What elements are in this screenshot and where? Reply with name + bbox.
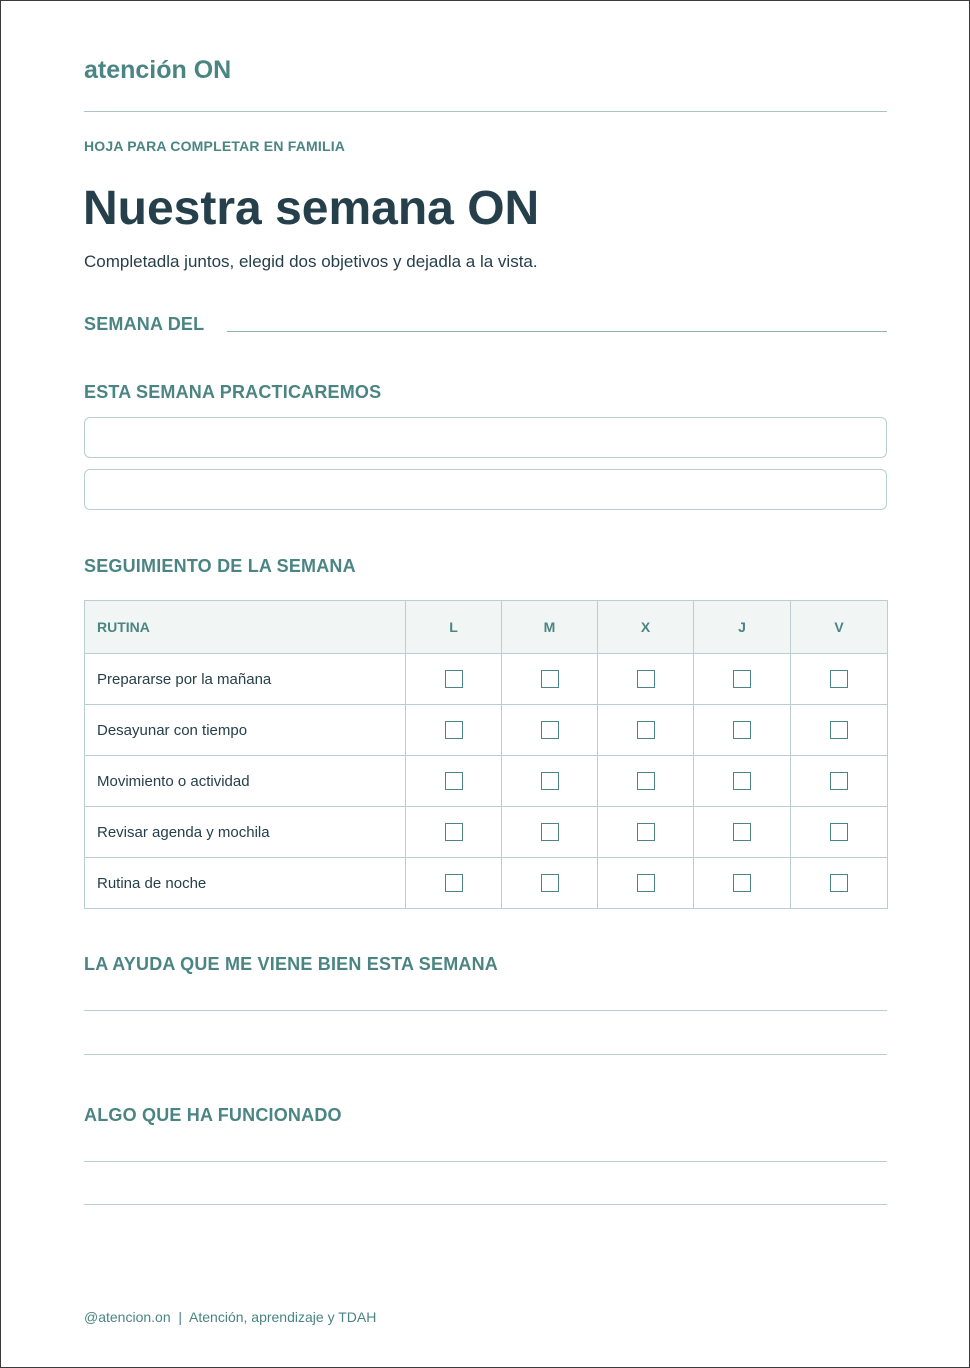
routine-label: Desayunar con tiempo bbox=[85, 705, 406, 756]
day-checkbox[interactable] bbox=[733, 670, 751, 688]
worked-label: ALGO QUE HA FUNCIONADO bbox=[84, 1105, 342, 1125]
help-write-line-2[interactable] bbox=[84, 1054, 887, 1055]
day-checkbox[interactable] bbox=[830, 670, 848, 688]
day-checkbox[interactable] bbox=[637, 772, 655, 790]
tracking-label: SEGUIMIENTO DE LA SEMANA bbox=[84, 556, 356, 576]
day-checkbox[interactable] bbox=[541, 874, 559, 892]
table-header-row bbox=[85, 601, 888, 654]
day-checkbox[interactable] bbox=[541, 823, 559, 841]
column-header-routine: RUTINA bbox=[85, 601, 406, 654]
day-checkbox[interactable] bbox=[541, 721, 559, 739]
day-checkbox[interactable] bbox=[445, 772, 463, 790]
day-checkbox[interactable] bbox=[445, 874, 463, 892]
table-row bbox=[85, 807, 888, 858]
help-label: LA AYUDA QUE ME VIENE BIEN ESTA SEMANA bbox=[84, 954, 498, 974]
day-checkbox[interactable] bbox=[733, 721, 751, 739]
goal-field-1[interactable] bbox=[84, 417, 887, 458]
page-title: Nuestra semana ON bbox=[83, 182, 540, 235]
routine-label: Rutina de noche bbox=[85, 858, 406, 909]
column-header-day: X bbox=[598, 601, 694, 654]
column-header-day: J bbox=[694, 601, 791, 654]
brand-logo-text: atención ON bbox=[84, 56, 232, 84]
day-checkbox[interactable] bbox=[637, 823, 655, 841]
help-write-line-1[interactable] bbox=[84, 1010, 887, 1011]
day-checkbox[interactable] bbox=[733, 772, 751, 790]
column-header-day: M bbox=[502, 601, 598, 654]
day-checkbox[interactable] bbox=[830, 721, 848, 739]
routine-label: Revisar agenda y mochila bbox=[85, 807, 406, 858]
day-checkbox[interactable] bbox=[830, 874, 848, 892]
goal-field-2[interactable] bbox=[84, 469, 887, 510]
page-subtitle: Completadla juntos, elegid dos objetivos y dejadla a la vista. bbox=[84, 252, 538, 271]
day-checkbox[interactable] bbox=[830, 823, 848, 841]
day-checkbox[interactable] bbox=[541, 670, 559, 688]
column-header-day: V bbox=[791, 601, 888, 654]
day-checkbox[interactable] bbox=[637, 670, 655, 688]
day-checkbox[interactable] bbox=[637, 721, 655, 739]
table-row bbox=[85, 654, 888, 705]
tracking-table bbox=[84, 600, 888, 909]
table-row bbox=[85, 756, 888, 807]
header-divider bbox=[84, 111, 887, 112]
day-checkbox[interactable] bbox=[445, 823, 463, 841]
table-row bbox=[85, 705, 888, 756]
week-date-field[interactable] bbox=[227, 331, 887, 332]
day-checkbox[interactable] bbox=[830, 772, 848, 790]
table-row bbox=[85, 858, 888, 909]
kicker-label: HOJA PARA COMPLETAR EN FAMILIA bbox=[84, 138, 346, 154]
week-label: SEMANA DEL bbox=[84, 314, 205, 334]
day-checkbox[interactable] bbox=[445, 670, 463, 688]
day-checkbox[interactable] bbox=[733, 823, 751, 841]
day-checkbox[interactable] bbox=[541, 772, 559, 790]
day-checkbox[interactable] bbox=[733, 874, 751, 892]
day-checkbox[interactable] bbox=[445, 721, 463, 739]
practice-label: ESTA SEMANA PRACTICAREMOS bbox=[84, 382, 382, 402]
column-header-day: L bbox=[406, 601, 502, 654]
routine-label: Prepararse por la mañana bbox=[85, 654, 406, 705]
routine-label: Movimiento o actividad bbox=[85, 756, 406, 807]
page-footer: @atencion.on | Atención, aprendizaje y TDAH bbox=[84, 1309, 377, 1325]
worked-write-line-1[interactable] bbox=[84, 1161, 887, 1162]
worked-write-line-2[interactable] bbox=[84, 1204, 887, 1205]
day-checkbox[interactable] bbox=[637, 874, 655, 892]
